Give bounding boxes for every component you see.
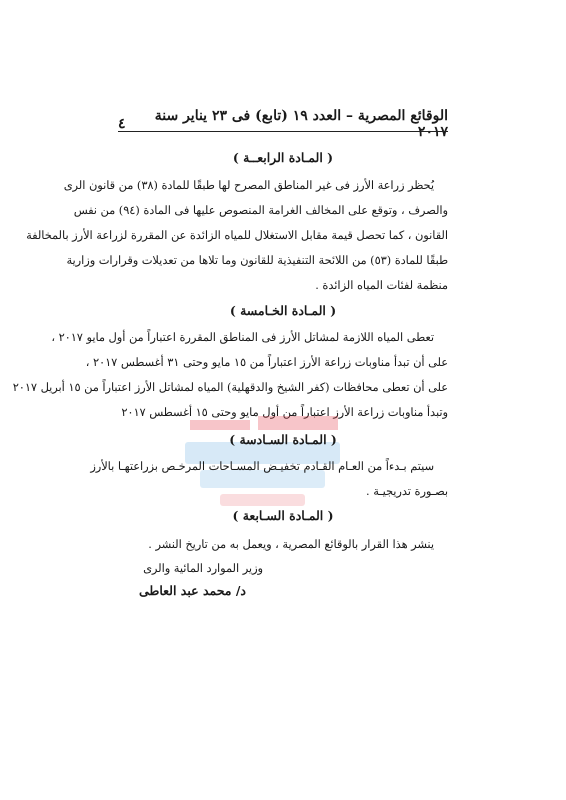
article-4-line: القانون ، كما تحصل قيمة مقابل الاستغلال للمياه الزائدة عن المقررة لزراعة الأرز بالمخالفة bbox=[26, 229, 448, 242]
signature-name: د/ محمد عبد العاطى bbox=[138, 583, 246, 598]
article-5-line: على أن تعطى محافظات (كفر الشيخ والدقهلية) المياه لمشاتل الأرز اعتباراً من ١٥ أبريل ٢٠١٧ bbox=[12, 381, 448, 394]
article-6-line: سيتم بـدءاً من العـام القـادم تخفيـض المسـاحات المرخـص بزراعتهـا بالأرز bbox=[90, 460, 434, 473]
article-5-heading: ( المـادة الخـامسة ) bbox=[229, 303, 337, 318]
article-7-heading: ( المـادة السـابعة ) bbox=[232, 508, 334, 523]
article-4-line: والصرف ، وتوقع على المخالف الغرامة المنصوص عليها فى المادة (٩٤) من نفس bbox=[73, 204, 448, 217]
article-6-heading: ( المـادة السـادسة ) bbox=[229, 432, 337, 447]
article-7-line: ينشر هذا القرار بالوقائع المصرية ، ويعمل به من تاريخ النشر . bbox=[148, 538, 434, 551]
article-5-line: تعطى المياه اللازمة لمشاتل الأرز فى المناطق المقررة اعتباراً من أول مايو ٢٠١٧ ، bbox=[51, 331, 434, 344]
article-6-line: بصـورة تدريجيـة . bbox=[366, 485, 448, 498]
header-title: الوقائع المصرية – العدد ١٩ (تابع) فى ٢٣ يناير سنة ٢٠١٧ bbox=[154, 108, 448, 140]
article-5-line: على أن تبدأ مناوبات زراعة الأرز اعتباراً من ١٥ مايو وحتى ٣١ أغسطس ٢٠١٧ ، bbox=[85, 356, 448, 369]
header-rule bbox=[118, 131, 448, 132]
article-4-line: طبقًا للمادة (٥٣) من اللائحة التنفيذية للقانون وما تلاها من تعديلات وقرارات وزارية bbox=[66, 254, 448, 267]
article-4-line: منظمة لفئات المياه الزائدة . bbox=[315, 279, 448, 292]
page-number: ٤ bbox=[118, 116, 126, 132]
article-5-line: وتبدأ مناوبات زراعة الأرز اعتباراً من أول مايو وحتى ١٥ أغسطس ٢٠١٧ bbox=[121, 406, 448, 419]
article-4-line: يُحظر زراعة الأرز فى غير المناطق المصرح لها طبقًا للمادة (٣٨) من قانون الرى bbox=[63, 179, 434, 192]
signature-title: وزير الموارد المائية والرى bbox=[143, 562, 263, 575]
article-4-heading: ( المـادة الرابعــة ) bbox=[232, 150, 334, 165]
page-header bbox=[118, 108, 448, 140]
